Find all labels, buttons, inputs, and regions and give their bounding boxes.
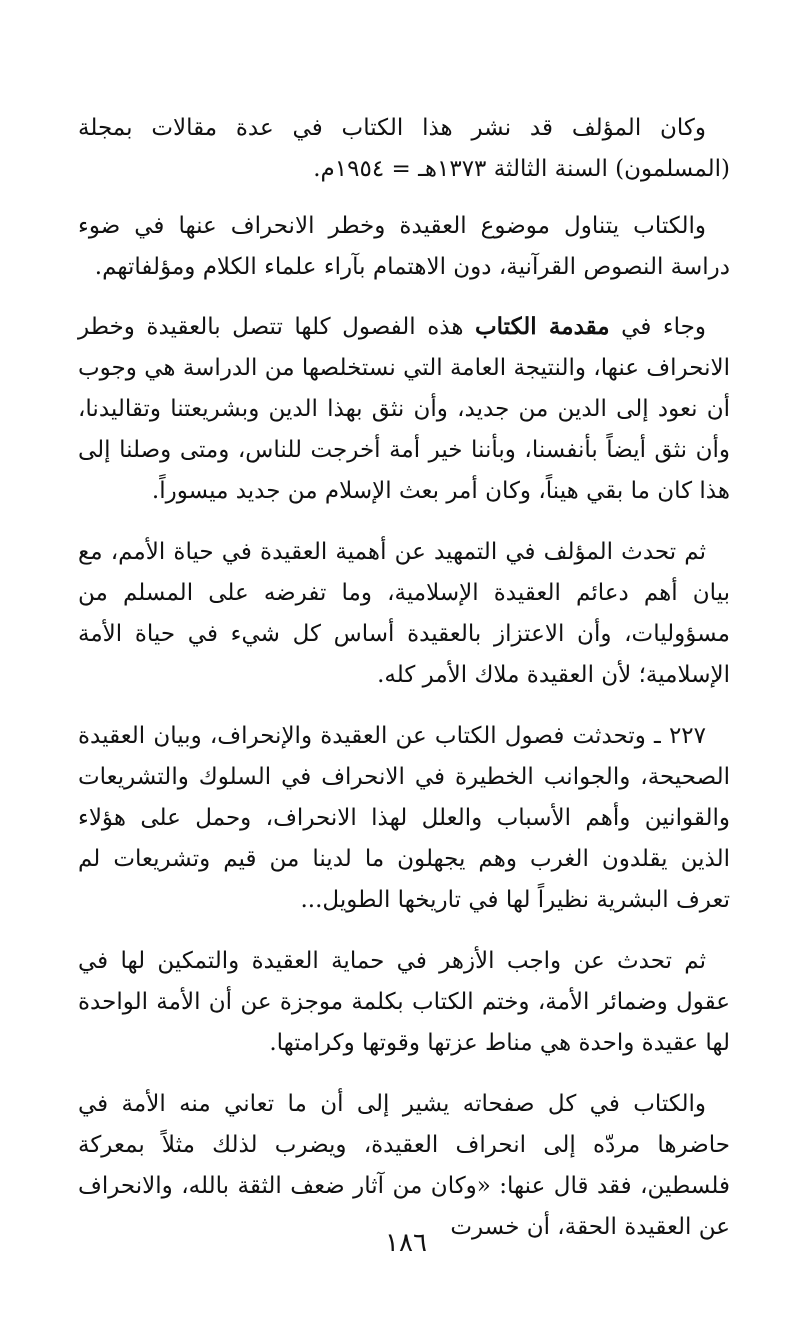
paragraph-3-text-start: وجاء في <box>609 314 706 340</box>
paragraph-3 <box>78 306 730 512</box>
paragraph-3-bold-phrase: مقدمة الكتاب <box>475 313 610 340</box>
paragraph-3-text-rest: هذه الفصول كلها تتصل بالعقيدة وخطر الانحراف عنها، والنتيجة العامة التي نستخلصها من الدراسة هي وجوب أن نعود إلى الدين من جديد، وأن نثق بهذا الدين وبشريعتنا وتقاليدنا، وأن نثق أيضاً بأنفسنا، وبأننا خير أمة أخرجت للناس، ومتى وصلنا إلى هذا كان ما بقي هيناً، وكان أمر بعث الإسلام من جديد ميسوراً. <box>78 314 730 504</box>
paragraph-6-text: ثم تحدث عن واجب الأزهر في حماية العقيدة والتمكين لها في عقول وضمائر الأمة، وختم الكتاب بكلمة موجزة عن أن الأمة الواحدة لها عقيدة واحدة هي مناط عزتها وقوتها وكرامتها. <box>78 948 730 1056</box>
paragraph-7 <box>78 1084 730 1248</box>
paragraph-1-text: وكان المؤلف قد نشر هذا الكتاب في عدة مقالات بمجلة (المسلمون) السنة الثالثة ١٣٧٣هـ = ١٩٥٤م. <box>78 115 730 182</box>
page-body <box>78 108 730 1248</box>
paragraph-2-text: والكتاب يتناول موضوع العقيدة وخطر الانحراف عنها في ضوء دراسة النصوص القرآنية، دون الاهتمام بآراء علماء الكلام ومؤلفاتهم. <box>78 213 730 280</box>
paragraph-4-text: ثم تحدث المؤلف في التمهيد عن أهمية العقيدة في حياة الأمم، مع بيان أهم دعائم العقيدة الإسلامية، وما تفرضه على المسلم من مسؤوليات، وأن الاعتزاز بالعقيدة أساس كل شيء في حياة الأمة الإسلامية؛ لأن العقيدة ملاك الأمر كله. <box>78 539 730 688</box>
paragraph-1 <box>78 108 730 190</box>
paragraph-5 <box>78 716 730 921</box>
paragraph-7-text: والكتاب في كل صفحاته يشير إلى أن ما تعاني منه الأمة في حاضرها مردّه إلى انحراف العقيدة، ويضرب لذلك مثلاً بمعركة فلسطين، فقد قال عنها: «وكان من آثار ضعف الثقة بالله، والانحراف عن العقيدة الحقة، أن خسرت <box>78 1091 730 1240</box>
paragraph-4 <box>78 532 730 696</box>
paragraph-6 <box>78 941 730 1064</box>
paragraph-2 <box>78 206 730 288</box>
page-number: ١٨٦ <box>385 1228 427 1258</box>
paragraph-5-text: ٢٢٧ ـ وتحدثت فصول الكتاب عن العقيدة والإنحراف، وبيان العقيدة الصحيحة، والجوانب الخطيرة في الانحراف في السلوك والتشريعات والقوانين وأهم الأسباب والعلل لهذا الانحراف، وحمل على هؤلاء الذين يقلدون الغرب وهم يجهلون ما لدينا من قيم وتشريعات لم تعرف البشرية نظيراً لها في تاريخها الطويل... <box>78 723 730 913</box>
